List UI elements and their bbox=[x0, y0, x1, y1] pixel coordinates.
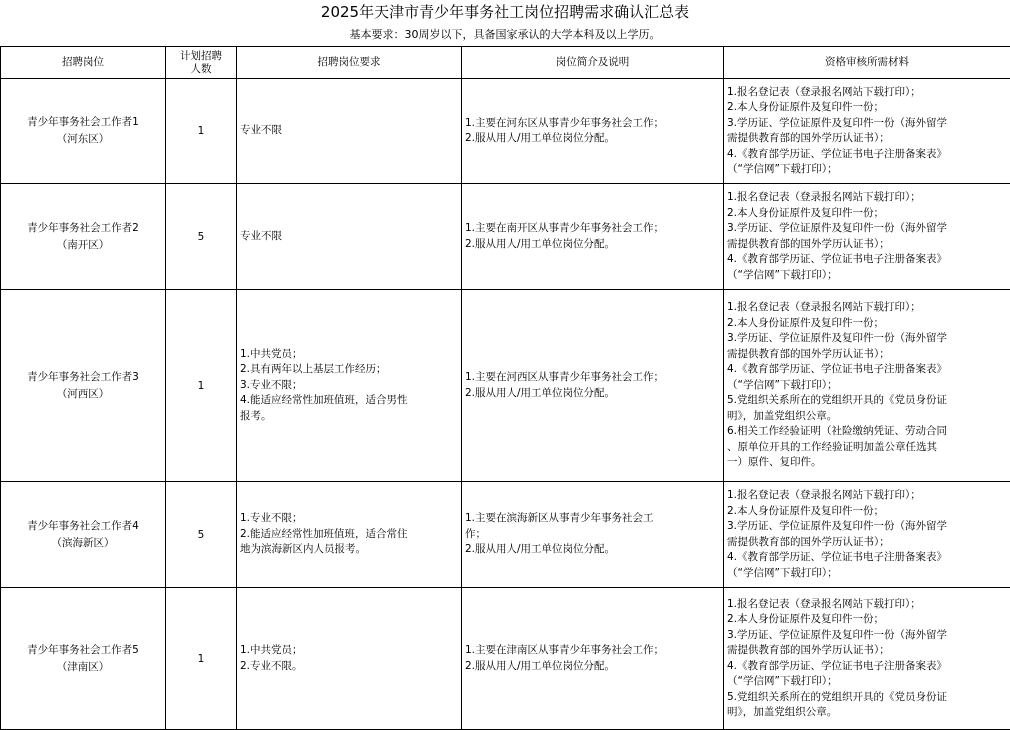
materials-cell bbox=[724, 79, 1010, 184]
header-position: 招聘岗位 bbox=[1, 47, 166, 79]
description-line: 2.服从用人/用工单位岗位分配。 bbox=[465, 131, 723, 147]
table-row bbox=[1, 588, 1010, 730]
position-cell bbox=[1, 482, 166, 588]
table-row bbox=[1, 290, 1010, 482]
material-line: 2.本人身份证原件及复印件一份； bbox=[727, 206, 1010, 222]
table-header-row bbox=[1, 47, 1010, 79]
header-count-line: 人数 bbox=[166, 63, 236, 76]
requirements-cell bbox=[237, 588, 462, 730]
material-line: 2.本人身份证原件及复印件一份； bbox=[727, 504, 1010, 520]
material-line: 4.《教育部学历证、学位证书电子注册备案表》 bbox=[727, 659, 1010, 675]
position-cell bbox=[1, 290, 166, 482]
basic-requirements: 基本要求：30周岁以下，具备国家承认的大学本科及以上学历。 bbox=[0, 24, 1010, 46]
material-line: 明》，加盖党组织公章。 bbox=[727, 705, 1010, 721]
table-row bbox=[1, 184, 1010, 290]
count-cell: 5 bbox=[166, 482, 237, 588]
materials-cell bbox=[724, 290, 1010, 482]
material-line: 3.学历证、学位证原件及复印件一份（海外留学 bbox=[727, 628, 1010, 644]
position-cell bbox=[1, 79, 166, 184]
table-row bbox=[1, 482, 1010, 588]
position-line: 青少年事务社会工作者2 bbox=[1, 220, 165, 237]
material-line: 4.《教育部学历证、学位证书电子注册备案表》 bbox=[727, 550, 1010, 566]
description-line: 2.服从用人/用工单位岗位分配。 bbox=[465, 542, 723, 558]
requirement-line: 4.能适应经常性加班值班，适合男性 bbox=[240, 393, 461, 409]
position-cell bbox=[1, 184, 166, 290]
requirements-cell bbox=[237, 290, 462, 482]
requirement-line: 地为滨海新区内人员报考。 bbox=[240, 542, 461, 558]
count-cell: 1 bbox=[166, 290, 237, 482]
requirement-line: 1.中共党员； bbox=[240, 643, 461, 659]
description-line: 1.主要在南开区从事青少年事务社会工作； bbox=[465, 221, 723, 237]
material-line: 4.《教育部学历证、学位证书电子注册备案表》 bbox=[727, 252, 1010, 268]
material-line: （“学信网”下载打印）； bbox=[727, 162, 1010, 178]
material-line: 2.本人身份证原件及复印件一份； bbox=[727, 612, 1010, 628]
material-line: 3.学历证、学位证原件及复印件一份（海外留学 bbox=[727, 116, 1010, 132]
description-line: 2.服从用人/用工单位岗位分配。 bbox=[465, 386, 723, 402]
position-line: （滨海新区） bbox=[1, 535, 165, 552]
material-line: （“学信网”下载打印）； bbox=[727, 268, 1010, 284]
materials-cell bbox=[724, 184, 1010, 290]
position-line: 青少年事务社会工作者3 bbox=[1, 369, 165, 386]
description-line: 1.主要在河东区从事青少年事务社会工作； bbox=[465, 116, 723, 132]
material-line: 1.报名登记表（登录报名网站下载打印）； bbox=[727, 190, 1010, 206]
description-line: 2.服从用人/用工单位岗位分配。 bbox=[465, 659, 723, 675]
description-line: 1.主要在滨海新区从事青少年事务社会工 bbox=[465, 511, 723, 527]
material-line: 4.《教育部学历证、学位证书电子注册备案表》 bbox=[727, 147, 1010, 163]
requirements-cell bbox=[237, 79, 462, 184]
material-line: 4.《教育部学历证、学位证书电子注册备案表》 bbox=[727, 362, 1010, 378]
position-line: （河东区） bbox=[1, 131, 165, 148]
material-line: 3.学历证、学位证原件及复印件一份（海外留学 bbox=[727, 519, 1010, 535]
header-count-line: 计划招聘 bbox=[166, 50, 236, 63]
table-row bbox=[1, 79, 1010, 184]
description-cell bbox=[462, 79, 724, 184]
material-line: （“学信网”下载打印）； bbox=[727, 566, 1010, 582]
material-line: 1.报名登记表（登录报名网站下载打印）； bbox=[727, 597, 1010, 613]
material-line: （“学信网”下载打印）； bbox=[727, 674, 1010, 690]
position-line: （河西区） bbox=[1, 386, 165, 403]
position-line: （津南区） bbox=[1, 659, 165, 676]
count-cell: 1 bbox=[166, 79, 237, 184]
material-line: 需提供教育部的国外学历认证书）； bbox=[727, 237, 1010, 253]
material-line: 1.报名登记表（登录报名网站下载打印）； bbox=[727, 488, 1010, 504]
material-line: 3.学历证、学位证原件及复印件一份（海外留学 bbox=[727, 221, 1010, 237]
description-cell bbox=[462, 184, 724, 290]
header-materials: 资格审核所需材料 bbox=[724, 47, 1010, 79]
position-line: 青少年事务社会工作者1 bbox=[1, 114, 165, 131]
position-line: 青少年事务社会工作者5 bbox=[1, 642, 165, 659]
material-line: 3.学历证、学位证原件及复印件一份（海外留学 bbox=[727, 331, 1010, 347]
requirement-line: 2.专业不限。 bbox=[240, 659, 461, 675]
page-title: 2025年天津市青少年事务社工岗位招聘需求确认汇总表 bbox=[0, 0, 1010, 24]
materials-cell bbox=[724, 482, 1010, 588]
recruitment-table bbox=[0, 46, 1010, 730]
material-line: 需提供教育部的国外学历认证书）； bbox=[727, 131, 1010, 147]
material-line: 需提供教育部的国外学历认证书）； bbox=[727, 347, 1010, 363]
material-line: 1.报名登记表（登录报名网站下载打印）； bbox=[727, 85, 1010, 101]
description-cell bbox=[462, 482, 724, 588]
description-cell bbox=[462, 290, 724, 482]
requirements-cell bbox=[237, 184, 462, 290]
count-cell: 5 bbox=[166, 184, 237, 290]
requirements-cell bbox=[237, 482, 462, 588]
material-line: 1.报名登记表（登录报名网站下载打印）； bbox=[727, 300, 1010, 316]
materials-cell bbox=[724, 588, 1010, 730]
header-description: 岗位简介及说明 bbox=[462, 47, 724, 79]
description-cell bbox=[462, 588, 724, 730]
requirement-line: 报考。 bbox=[240, 409, 461, 425]
requirement-line: 专业不限 bbox=[240, 229, 461, 245]
position-line: （南开区） bbox=[1, 237, 165, 254]
material-line: （“学信网”下载打印）； bbox=[727, 378, 1010, 394]
material-line: 需提供教育部的国外学历认证书）； bbox=[727, 535, 1010, 551]
material-line: 明》，加盖党组织公章。 bbox=[727, 409, 1010, 425]
requirement-line: 3.专业不限； bbox=[240, 378, 461, 394]
position-cell bbox=[1, 588, 166, 730]
description-line: 1.主要在津南区从事青少年事务社会工作； bbox=[465, 643, 723, 659]
requirement-line: 2.具有两年以上基层工作经历； bbox=[240, 362, 461, 378]
description-line: 1.主要在河西区从事青少年事务社会工作； bbox=[465, 370, 723, 386]
header-count bbox=[166, 47, 237, 79]
material-line: 6.相关工作经验证明（社险缴纳凭证、劳动合同 bbox=[727, 424, 1010, 440]
material-line: 、原单位开具的工作经验证明加盖公章任选其 bbox=[727, 440, 1010, 456]
requirement-line: 专业不限 bbox=[240, 123, 461, 139]
material-line: 2.本人身份证原件及复印件一份； bbox=[727, 100, 1010, 116]
requirement-line: 2.能适应经常性加班值班，适合常住 bbox=[240, 527, 461, 543]
requirement-line: 1.专业不限； bbox=[240, 511, 461, 527]
count-cell: 1 bbox=[166, 588, 237, 730]
description-line: 2.服从用人/用工单位岗位分配。 bbox=[465, 237, 723, 253]
position-line: 青少年事务社会工作者4 bbox=[1, 518, 165, 535]
table-body bbox=[1, 79, 1010, 730]
material-line: 5.党组织关系所在的党组织开具的《党员身份证 bbox=[727, 393, 1010, 409]
header-requirements: 招聘岗位要求 bbox=[237, 47, 462, 79]
material-line: 需提供教育部的国外学历认证书）； bbox=[727, 643, 1010, 659]
material-line: 5.党组织关系所在的党组织开具的《党员身份证 bbox=[727, 690, 1010, 706]
material-line: 一）原件、复印件。 bbox=[727, 455, 1010, 471]
material-line: 2.本人身份证原件及复印件一份； bbox=[727, 316, 1010, 332]
description-line: 作； bbox=[465, 527, 723, 543]
requirement-line: 1.中共党员； bbox=[240, 347, 461, 363]
